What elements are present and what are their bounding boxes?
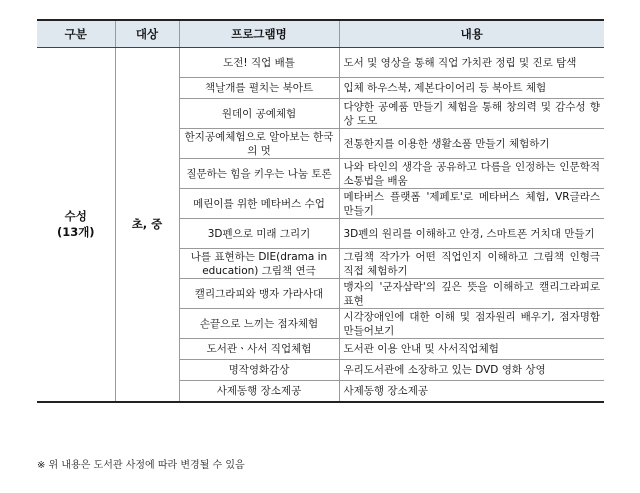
footnote: ※ 위 내용은 도서관 사정에 따라 변경될 수 있음 [37,460,245,471]
program-table [37,19,604,403]
header-target: 대상 [115,20,179,48]
group-cell [37,48,115,402]
header-program-name: 프로그램명 [179,20,339,48]
program-name: 캘리그라피와 맹자 가라사대 [179,279,339,309]
program-name: 손끝으로 느끼는 점자체험 [179,309,339,339]
program-content: 메타버스 플랫폼 '제페토'로 메타버스 체험, VR글라스 만들기 [339,189,604,219]
program-content: 우리도서관에 소장하고 있는 DVD 영화 상영 [339,360,604,381]
header-row [37,20,604,48]
program-name: 원데이 공예체험 [179,99,339,129]
group-count: (13개) [56,225,95,240]
header-content: 내용 [339,20,604,48]
program-content: 도서관 이용 안내 및 사서직업체험 [339,339,604,360]
table-row [37,48,604,78]
program-content: 시각장애인에 대한 이해 및 점자원리 배우기, 점자명함 만들어보기 [339,309,604,339]
program-content: 입체 하우스북, 제본다이어리 등 북아트 체험 [339,78,604,99]
program-name: 메린이를 위한 메타버스 수업 [179,189,339,219]
program-content: 전통한지를 이용한 생활소품 만들기 체험하기 [339,129,604,159]
program-name: 책날개를 펼치는 북아트 [179,78,339,99]
target-cell: 초, 중 [115,48,179,402]
program-name: 나를 표현하는 DIE(drama in education) 그림책 연극 [179,249,339,279]
program-name: 도서관ㆍ사서 직업체험 [179,339,339,360]
program-name: 한지공예체험으로 알아보는 한국의 멋 [179,129,339,159]
program-content: 사제동행 장소제공 [339,381,604,402]
group-name: 수성 [64,209,87,224]
program-content: 3D펜의 원리를 이해하고 안경, 스마트폰 거치대 만들기 [339,219,604,249]
program-name: 질문하는 힘을 키우는 나눔 토론 [179,159,339,189]
program-content: 도서 및 영상을 통해 직업 가치관 정립 및 진로 탐색 [339,48,604,78]
program-name: 명작영화감상 [179,360,339,381]
program-content: 다양한 공예품 만들기 체험을 통해 창의력 및 감수성 향상 도모 [339,99,604,129]
header-category: 구분 [37,20,115,48]
program-content: 맹자의 '군자삼락'의 깊은 뜻을 이해하고 캘리그라피로 표현 [339,279,604,309]
program-name: 3D펜으로 미래 그리기 [179,219,339,249]
program-content: 그림책 작가가 어떤 직업인지 이해하고 그림책 인형극 직접 체험하기 [339,249,604,279]
program-name: 사제동행 장소제공 [179,381,339,402]
program-name: 도전! 직업 배틀 [179,48,339,78]
program-content: 나와 타인의 생각을 공유하고 다름을 인정하는 인문학적 소통법을 배움 [339,159,604,189]
